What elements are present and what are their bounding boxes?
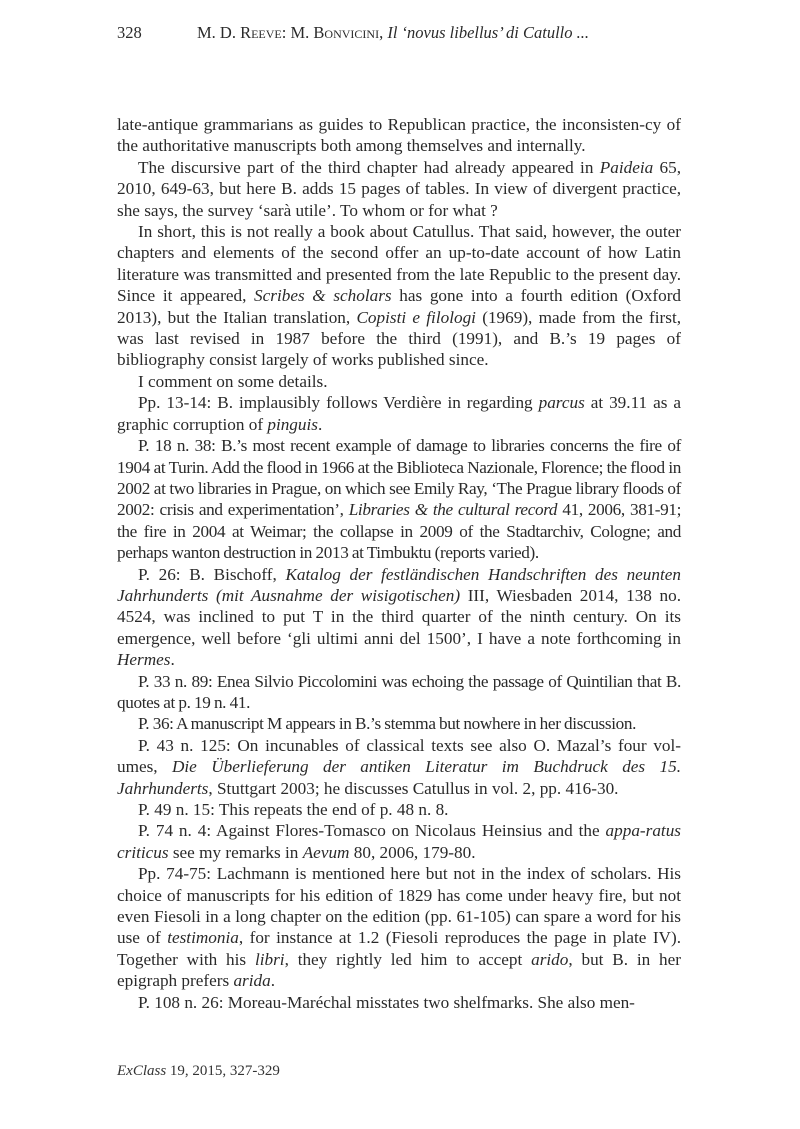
italic-text: libri (254, 949, 285, 969)
italic-text: arida (233, 971, 271, 991)
italic-text: parcus (538, 393, 585, 413)
paragraph: P. 43 n. 125: On incunables of classical texts see also O. Mazal’s four vol-umes, Die Überlieferung der antiken Literatur im Buchdruck des 15. Jahrhunderts, Stuttgart 2003; he discusses Catullus in vol. 2, pp. 416-30. (117, 735, 681, 798)
header-separator: : M. (281, 23, 314, 42)
journal-citation: 19, 2015, 327-329 (166, 1063, 280, 1079)
paragraph: P. 18 n. 38: B.’s most recent example of damage to libraries concerns the fire of 1904 at Turin. Add the flood in 1966 at the Biblioteca Nazionale, Florence; the flood in 2002 at two libraries in Prague, on which see Emily Ray, ‘The Prague library floods of 2002: crisis and experimentation’, Libraries & the cultural record 41, 2006, 381-91; the fire in 2004 at Weimar; the collapse in 2009 of the Stadtarchiv, Cologne; and perhaps wanton destruction in 2013 at Timbuktu (reports varied). (117, 436, 682, 563)
italic-text: Paideia (599, 157, 654, 177)
italic-text: testimonia (167, 928, 239, 948)
italic-text: Die Überlieferung der antiken Literatur im Buchdruck des 15. Jahrhunderts (117, 757, 681, 798)
paragraph: Pp. 13-14: B. implausibly follows Verdière in regarding parcus at 39.11 as a graphic corruption of pinguis. (117, 393, 681, 434)
paragraph: P. 49 n. 15: This repeats the end of p. 48 n. 8. (138, 800, 449, 819)
paragraph: P. 26: B. Bischoff, Katalog der festländischen Handschriften des neunten Jahrhunderts (mit Ausnahme der wisigotischen) III, Wiesbaden 2014, 138 no. 4524, was inclined to put T in the third quarter of the ninth century. On its emergence, well before ‘gli ultimi anni del 1500’, I have a note forthcoming in Hermes. (117, 564, 681, 670)
header-reviewed-author: Bonvicini (313, 23, 380, 42)
paragraph: P. 36: A manuscript M appears in B.’s stemma but nowhere in her discussion. (138, 714, 637, 734)
italic-text: Aevum (302, 842, 350, 862)
paragraph: The discursive part of the third chapter had already appeared in Paideia 65, 2010, 649-63, but here B. adds 15 pages of tables. In view of divergent practice, she says, the survey ‘sarà utile’. To whom or for what ? (117, 157, 682, 220)
italic-text: Hermes (117, 650, 171, 670)
paragraph: late-antique grammarians as guides to Republican practice, the inconsisten-cy of the authoritative manuscripts both among themselves and internally. (117, 115, 681, 156)
italic-text: arido (531, 949, 569, 969)
header-book-title: Il ‘novus libellus’ di Catullo ... (387, 23, 589, 42)
header-comma: , (379, 23, 388, 42)
paragraph: P. 108 n. 26: Moreau-Maréchal misstates two shelfmarks. She also men- (138, 992, 635, 1012)
paragraph: P. 33 n. 89: Enea Silvio Piccolomini was echoing the passage of Quintilian that B. quotes at p. 19 n. 41. (117, 671, 681, 712)
paragraph: P. 74 n. 4: Against Flores-Tomasco on Nicolaus Heinsius and the appa-ratus criticus see my remarks in Aevum 80, 2006, 179-80. (117, 821, 681, 862)
paragraph: In short, this is not really a book about Catullus. That said, however, the outer chapters and elements of the second offer an up-to-date account of how Latin literature was transmitted and presented from the late Republic to the present day. Since it appeared, Scribes & scholars has gone into a fourth edition (Oxford 2013), but the Italian translation, Copisti e filologi (1969), made from the first, was last revised in 1987 before the third (1991), and B.’s 19 pages of bibliography consist largely of works published since. (117, 222, 682, 370)
italic-text: Copisti e filologi (356, 307, 476, 327)
paragraph: Pp. 74-75: Lachmann is mentioned here but not in the index of scholars. His choice of manuscripts for his edition of 1829 has come under heavy fire, but not even Fiesoli in a long chapter on the edition (pp. 61-105) can spare a word for his use of testimonia, for instance at 1.2 (Fiesoli reproduces the page in plate IV). Together with his libri, they rightly led him to accept arido, but B. in her epigraph prefers arida. (117, 864, 682, 991)
header-author: M. D. (197, 23, 241, 42)
italic-text: Libraries & the cultural record (348, 500, 558, 520)
italic-text: pinguis (267, 414, 318, 434)
body-text (117, 114, 681, 1013)
italic-text: appa-ratus criticus (117, 821, 681, 862)
italic-text: Scribes & scholars (254, 286, 392, 306)
header-author-surname: Reeve (240, 23, 282, 42)
journal-name: ExClass (117, 1063, 167, 1079)
page-number: 328 (117, 23, 142, 42)
running-head (117, 22, 682, 44)
italic-text: Katalog der festländischen Handschriften des neunten Jahrhunderts (mit Ausnahme der wisigotischen) (117, 564, 681, 605)
page-footer (117, 1061, 280, 1081)
paragraph: I comment on some details. (138, 371, 328, 391)
